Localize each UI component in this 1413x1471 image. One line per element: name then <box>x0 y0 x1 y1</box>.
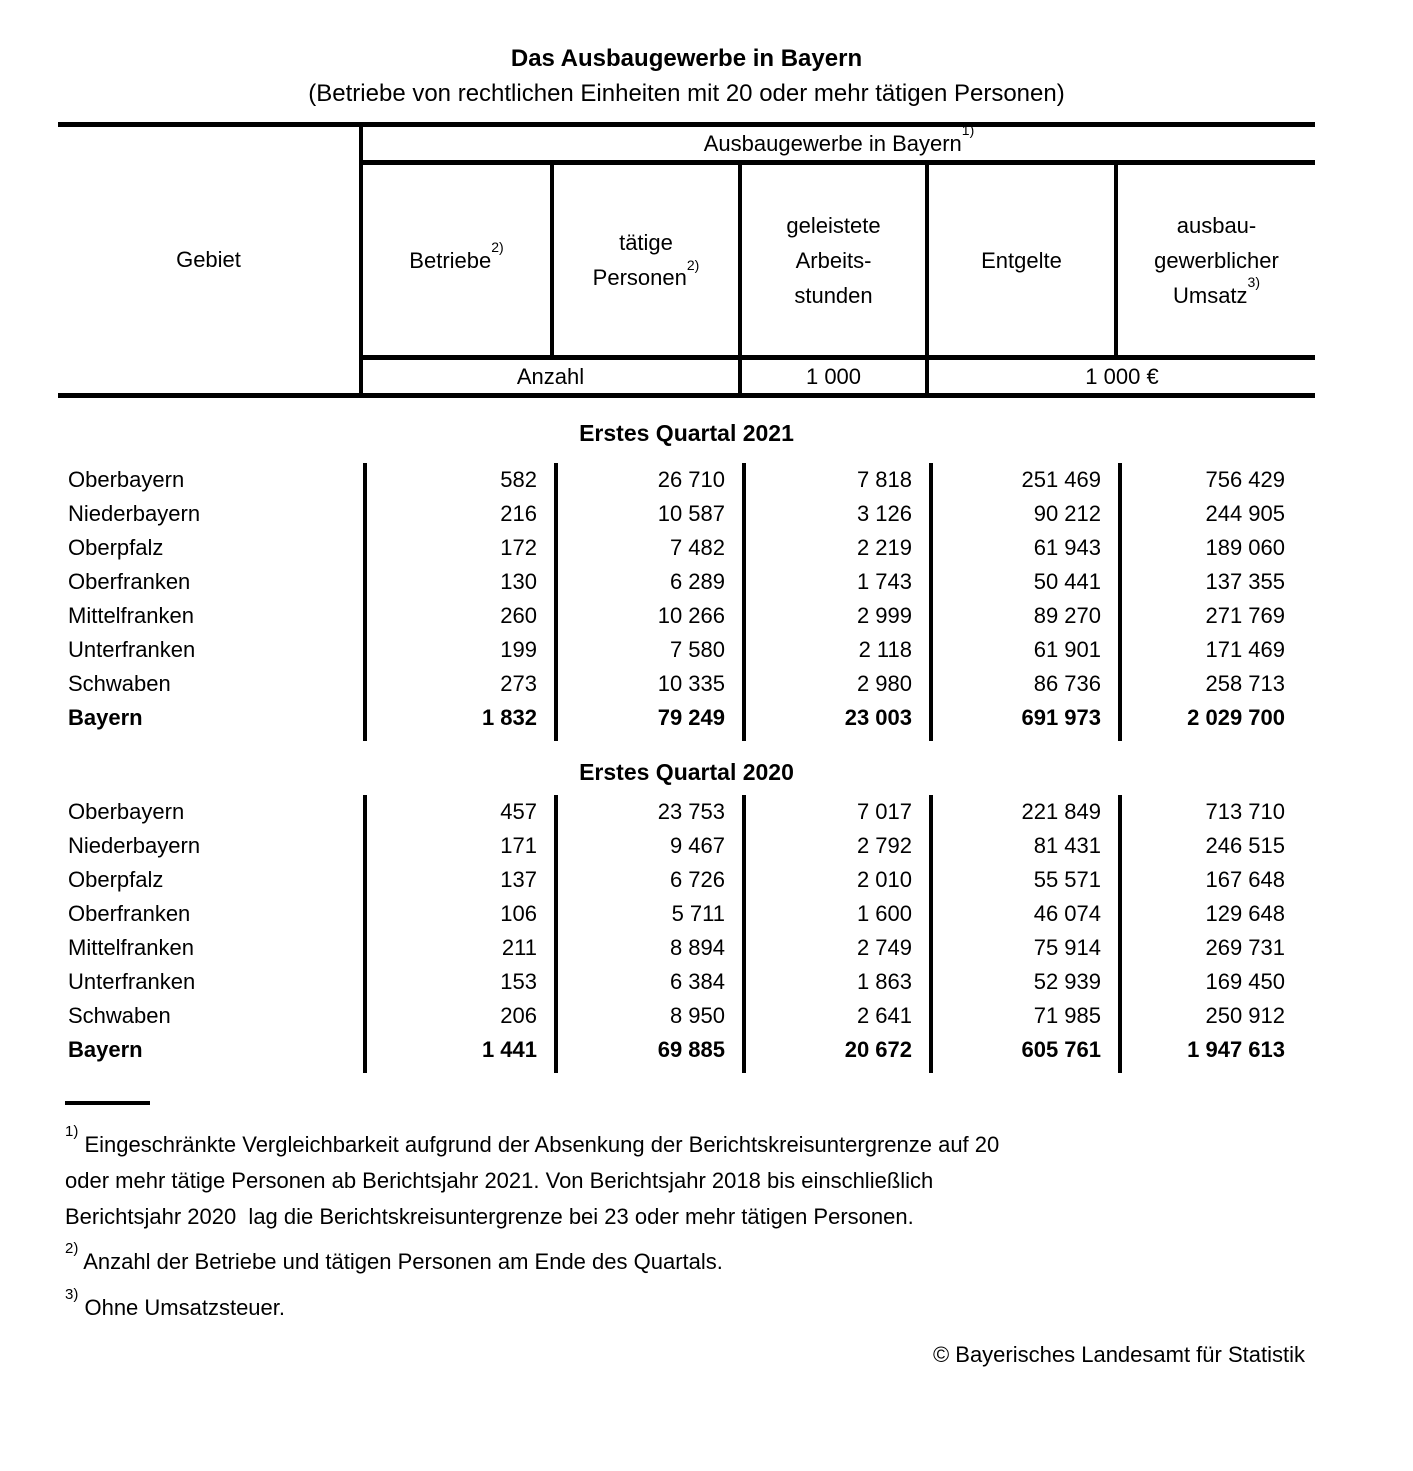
cell-gebiet: Unterfranken <box>68 637 196 662</box>
page-title: Das Ausbaugewerbe in Bayern <box>510 45 863 72</box>
footnote-2 <box>65 1239 1315 1280</box>
unit-thousand: 1 000 <box>742 360 929 393</box>
column-header-arbeitsstunden: geleistete Arbeits- stunden <box>742 165 929 355</box>
cell-umsatz: 171 469 <box>1118 633 1315 667</box>
cell-umsatz: 713 710 <box>1118 795 1315 829</box>
data-table-2020 <box>58 795 1315 1073</box>
cell-personen: 10 335 <box>554 667 742 701</box>
cell-umsatz: 244 905 <box>1118 497 1315 531</box>
cell-betriebe: 199 <box>363 633 554 667</box>
cell-betriebe: 171 <box>363 829 554 863</box>
cell-personen: 23 753 <box>554 795 742 829</box>
data-table-2021 <box>58 463 1315 741</box>
cell-betriebe: 137 <box>363 863 554 897</box>
cell-stunden: 3 126 <box>742 497 929 531</box>
cell-umsatz: 269 731 <box>1118 931 1315 965</box>
cell-stunden: 2 219 <box>742 531 929 565</box>
unit-anzahl: Anzahl <box>363 360 742 393</box>
group-header-label: Ausbaugewerbe in Bayern$^{1)}$ <box>703 122 975 156</box>
table-row <box>58 667 1315 701</box>
cell-entgelte: 90 212 <box>929 497 1118 531</box>
footnote-ref-2: 2) <box>491 239 504 256</box>
cell-personen: 10 266 <box>554 599 742 633</box>
cell-betriebe: 1 832 <box>363 701 554 735</box>
cell-stunden: 2 118 <box>742 633 929 667</box>
cell-entgelte: 81 431 <box>929 829 1118 863</box>
section-title-2021: Erstes Quartal 2021 <box>579 420 794 446</box>
footnote-ref-3: 3) <box>1247 274 1260 291</box>
cell-personen: 5 711 <box>554 897 742 931</box>
cell-stunden: 2 010 <box>742 863 929 897</box>
divider-extension <box>58 1067 1315 1073</box>
cell-betriebe: 582 <box>363 463 554 497</box>
cell-gebiet: Bayern <box>68 1037 143 1062</box>
cell-stunden: 2 980 <box>742 667 929 701</box>
cell-gebiet: Oberbayern <box>68 799 185 824</box>
cell-gebiet: Niederbayern <box>68 833 201 858</box>
cell-betriebe: 172 <box>363 531 554 565</box>
table-row <box>58 897 1315 931</box>
cell-entgelte: 89 270 <box>929 599 1118 633</box>
footnote-1 <box>65 1122 1315 1235</box>
cell-betriebe: 457 <box>363 795 554 829</box>
table-row <box>58 863 1315 897</box>
cell-umsatz: 756 429 <box>1118 463 1315 497</box>
cell-entgelte: 75 914 <box>929 931 1118 965</box>
cell-gebiet: Oberfranken <box>68 569 191 594</box>
cell-personen: 6 289 <box>554 565 742 599</box>
cell-personen: 9 467 <box>554 829 742 863</box>
cell-umsatz: 258 713 <box>1118 667 1315 701</box>
table-row <box>58 463 1315 497</box>
cell-stunden: 2 999 <box>742 599 929 633</box>
table-row-total <box>58 701 1315 735</box>
cell-gebiet: Mittelfranken <box>68 603 194 628</box>
column-header-betriebe: Betriebe$^{2)}$ <box>363 165 554 355</box>
cell-umsatz: 271 769 <box>1118 599 1315 633</box>
footnote-separator <box>65 1101 150 1105</box>
footnote-line: Berichtsjahr 2020 lag die Berichtskreisuntergrenze bei 23 oder mehr tätigen Personen. <box>65 1204 914 1229</box>
column-header-umsatz: ausbau- gewerblicher Umsatz$^{3)}$ <box>1154 212 1279 308</box>
cell-entgelte: 61 943 <box>929 531 1118 565</box>
table-row <box>58 965 1315 999</box>
table-row-total <box>58 1033 1315 1067</box>
footnote-line: $^{1)}$ Eingeschränkte Vergleichbarkeit aufgrund der Absenkung der Berichtskreisuntergrenze auf 20 <box>65 1122 1000 1157</box>
cell-gebiet: Schwaben <box>68 1003 171 1028</box>
cell-stunden: 2 749 <box>742 931 929 965</box>
unit-thousand-euro: 1 000 € <box>1085 363 1159 389</box>
cell-gebiet: Oberpfalz <box>68 867 164 892</box>
cell-gebiet: Mittelfranken <box>68 935 194 960</box>
cell-gebiet: Bayern <box>68 705 143 730</box>
cell-umsatz: 137 355 <box>1118 565 1315 599</box>
table-row <box>58 531 1315 565</box>
cell-personen: 79 249 <box>554 701 742 735</box>
table-row <box>58 931 1315 965</box>
cell-gebiet: Schwaben <box>68 671 171 696</box>
footnote-marker: 3) <box>65 1285 79 1303</box>
cell-entgelte: 605 761 <box>929 1033 1118 1067</box>
section-title-2020: Erstes Quartal 2020 <box>579 759 794 785</box>
cell-entgelte: 55 571 <box>929 863 1118 897</box>
table-header <box>58 122 1315 398</box>
cell-betriebe: 106 <box>363 897 554 931</box>
cell-personen: 8 894 <box>554 931 742 965</box>
cell-entgelte: 71 985 <box>929 999 1118 1033</box>
cell-entgelte: 61 901 <box>929 633 1118 667</box>
cell-entgelte: 221 849 <box>929 795 1118 829</box>
table-row <box>58 829 1315 863</box>
cell-betriebe: 273 <box>363 667 554 701</box>
cell-entgelte: 50 441 <box>929 565 1118 599</box>
cell-personen: 69 885 <box>554 1033 742 1067</box>
cell-entgelte: 691 973 <box>929 701 1118 735</box>
column-header-taetige-personen: tätige Personen$^{2)}$ <box>554 165 742 355</box>
cell-umsatz: 169 450 <box>1118 965 1315 999</box>
footnote-line: $^{2)}$ Anzahl der Betriebe und tätigen Personen am Ende des Quartals. <box>65 1239 723 1274</box>
cell-umsatz: 129 648 <box>1118 897 1315 931</box>
cell-stunden: 7 017 <box>742 795 929 829</box>
cell-entgelte: 86 736 <box>929 667 1118 701</box>
footnote-marker: 1) <box>65 1122 79 1140</box>
cell-umsatz: 189 060 <box>1118 531 1315 565</box>
footnote-line: oder mehr tätige Personen ab Berichtsjahr 2021. Von Berichtsjahr 2018 bis einschließlich <box>65 1168 934 1193</box>
units-row <box>363 360 1315 393</box>
divider-extension <box>58 735 1315 741</box>
footnote-line: $^{3)}$ Ohne Umsatzsteuer. <box>65 1285 286 1320</box>
footnote-ref-2: 2) <box>686 256 700 273</box>
cell-umsatz: 2 029 700 <box>1118 701 1315 735</box>
table-row <box>58 497 1315 531</box>
copyright-notice: © Bayerisches Landesamt für Statistik <box>932 1342 1305 1367</box>
cell-entgelte: 52 939 <box>929 965 1118 999</box>
cell-betriebe: 206 <box>363 999 554 1033</box>
column-header-gebiet-label: Gebiet <box>176 247 241 272</box>
cell-personen: 8 950 <box>554 999 742 1033</box>
footnote-3 <box>65 1285 1315 1326</box>
cell-betriebe: 211 <box>363 931 554 965</box>
cell-betriebe: 153 <box>363 965 554 999</box>
cell-stunden: 1 863 <box>742 965 929 999</box>
content <box>58 45 1315 1368</box>
cell-personen: 26 710 <box>554 463 742 497</box>
table-row <box>58 795 1315 829</box>
page-subtitle: (Betriebe von rechtlichen Einheiten mit 20 oder mehr tätigen Personen) <box>308 80 1065 107</box>
cell-gebiet: Oberbayern <box>68 467 185 492</box>
footnote-marker: 2) <box>65 1239 79 1257</box>
group-header <box>363 122 1315 165</box>
cell-betriebe: 216 <box>363 497 554 531</box>
cell-personen: 7 580 <box>554 633 742 667</box>
cell-stunden: 1 743 <box>742 565 929 599</box>
column-headers-row <box>363 165 1315 360</box>
cell-stunden: 20 672 <box>742 1033 929 1067</box>
cell-personen: 10 587 <box>554 497 742 531</box>
cell-personen: 7 482 <box>554 531 742 565</box>
cell-betriebe: 1 441 <box>363 1033 554 1067</box>
cell-stunden: 2 792 <box>742 829 929 863</box>
column-header-entgelte: Entgelte <box>929 165 1118 355</box>
cell-gebiet: Niederbayern <box>68 501 201 526</box>
cell-gebiet: Oberpfalz <box>68 535 164 560</box>
table-row <box>58 633 1315 667</box>
cell-gebiet: Unterfranken <box>68 969 196 994</box>
footnote-ref-1: 1) <box>961 122 975 139</box>
cell-personen: 6 384 <box>554 965 742 999</box>
column-header-gebiet <box>58 127 363 393</box>
cell-entgelte: 251 469 <box>929 463 1118 497</box>
cell-betriebe: 260 <box>363 599 554 633</box>
cell-stunden: 7 818 <box>742 463 929 497</box>
cell-umsatz: 246 515 <box>1118 829 1315 863</box>
cell-stunden: 1 600 <box>742 897 929 931</box>
table-row <box>58 565 1315 599</box>
table-row <box>58 599 1315 633</box>
table-header-right <box>363 122 1315 393</box>
cell-stunden: 23 003 <box>742 701 929 735</box>
cell-stunden: 2 641 <box>742 999 929 1033</box>
cell-gebiet: Oberfranken <box>68 901 191 926</box>
cell-personen: 6 726 <box>554 863 742 897</box>
cell-entgelte: 46 074 <box>929 897 1118 931</box>
cell-umsatz: 167 648 <box>1118 863 1315 897</box>
cell-betriebe: 130 <box>363 565 554 599</box>
table-row <box>58 999 1315 1033</box>
cell-umsatz: 1 947 613 <box>1118 1033 1315 1067</box>
cell-umsatz: 250 912 <box>1118 999 1315 1033</box>
